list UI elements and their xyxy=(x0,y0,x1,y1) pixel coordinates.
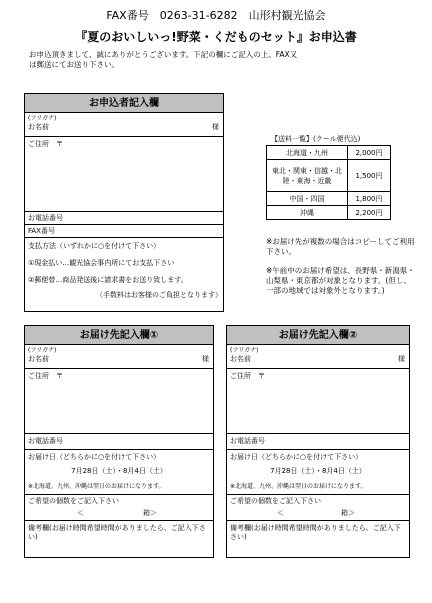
delivery-date-row[interactable] xyxy=(25,450,213,495)
region-cell: 北海道・九州 xyxy=(267,146,348,160)
delivery-qty-row[interactable] xyxy=(25,495,213,521)
delivery-address-row[interactable] xyxy=(227,369,409,434)
remarks-label[interactable]: 備考欄(お届け時間希望時間がありましたら、ご記入下さい) xyxy=(28,524,206,541)
shipping-fee-table xyxy=(266,145,391,220)
region-cell: 中国・四国 xyxy=(267,192,348,206)
qty-open: ＜ xyxy=(77,509,84,517)
furigana-label: (フリガナ) xyxy=(28,347,57,354)
date-label: お届け日（どちらかに○を付けて下さい） xyxy=(28,453,161,461)
phone-label: お電話番号 xyxy=(28,437,63,445)
date-options[interactable]: 7月28日（土）・8月4日（土） xyxy=(71,467,167,475)
table-row xyxy=(267,146,391,160)
name-label: お名前 xyxy=(28,355,49,363)
delivery-address-row[interactable] xyxy=(25,369,213,434)
name-label: お名前 xyxy=(28,123,49,131)
date-label: お届け日（どちらかに○を付けて下さい） xyxy=(230,453,363,461)
date-note: ※北海道、九州、沖縄は翌日のお届けになります。 xyxy=(230,483,367,490)
price-cell: 2,200円 xyxy=(348,206,391,220)
intro-line-1: お申込頂きまして、誠にありがとうございます。下記の欄にご記入の上、FAX又 xyxy=(29,50,298,59)
phone-label: お電話番号 xyxy=(230,437,265,445)
date-options[interactable]: 7月28日（土）・8月4日（土） xyxy=(270,467,366,475)
remarks-label[interactable]: 備考欄(お届け時間希望時間がありましたら、ご記入下さい) xyxy=(230,524,401,541)
qty-close: 箱＞ xyxy=(143,509,157,517)
delivery-section-2 xyxy=(226,325,410,558)
delivery-qty-row[interactable] xyxy=(227,495,409,521)
price-cell: 2,000円 xyxy=(348,146,391,160)
table-row xyxy=(267,192,391,206)
furigana-label: (フリガナ) xyxy=(230,347,259,354)
delivery-header-1: お届け先記入欄① xyxy=(25,326,213,345)
region-cell: 沖縄 xyxy=(267,206,348,220)
applicant-phone-row[interactable] xyxy=(25,212,223,225)
payment-option-cash[interactable]: ①現金払い…観光協会事内所にてお支払下さい xyxy=(28,259,175,267)
note-morning: ※午前中のお届け希望は、長野県・新潟県・山梨県・東京都が対象となります。(但し、一部の地域では対象外となります。) xyxy=(266,266,415,295)
delivery-date-row[interactable] xyxy=(227,450,409,495)
delivery-header-2: お届け先記入欄② xyxy=(227,326,409,345)
intro-line-2: は郵送にてお送り下さい。 xyxy=(29,60,119,69)
phone-label: お電話番号 xyxy=(28,214,63,222)
furigana-label: (フリガナ) xyxy=(28,115,57,122)
qty-open: ＜ xyxy=(277,509,284,517)
payment-method[interactable] xyxy=(28,242,222,300)
delivery-phone-row[interactable] xyxy=(227,434,409,450)
qty-close: 箱＞ xyxy=(341,509,355,517)
qty-label: ご希望の個数をご記入下さい xyxy=(28,497,119,505)
delivery-name-row[interactable] xyxy=(227,345,409,369)
applicant-address-row[interactable] xyxy=(25,137,223,212)
honorific: 様 xyxy=(202,355,209,363)
payment-note: （手数料はお客様のご負担となります） xyxy=(96,291,222,299)
delivery-phone-row[interactable] xyxy=(25,434,213,450)
fax-line: FAX番号 0263-31-6282 山形村観光協会 xyxy=(106,9,326,22)
applicant-fax-row[interactable] xyxy=(25,225,223,238)
delivery-name-row[interactable] xyxy=(25,345,213,369)
note-copy: ※お届け先が複数の場合はコピーしてご利用下さい。 xyxy=(266,237,415,256)
table-row xyxy=(267,206,391,220)
price-cell: 1,800円 xyxy=(348,192,391,206)
payment-option-postal[interactable]: ②郵便替…商品発送後に請求書をお送り致します。 xyxy=(28,276,188,284)
payment-title: 支払方法（いずれかに○を付けて下さい） xyxy=(28,242,161,250)
address-label: ご住所 〒 xyxy=(28,372,63,380)
applicant-section xyxy=(24,93,224,312)
date-note: ※北海道、九州、沖縄は翌日のお届けになります。 xyxy=(28,483,165,490)
page-title: 『夏のおいしいっ!野菜・くだものセット』お申込書 xyxy=(75,30,357,44)
applicant-name-row[interactable] xyxy=(25,113,223,137)
address-label: ご住所 〒 xyxy=(230,372,265,380)
delivery-section-1 xyxy=(24,325,214,558)
name-label: お名前 xyxy=(230,355,251,363)
fax-label: FAX番号 xyxy=(28,227,55,235)
address-label: ご住所 〒 xyxy=(28,140,63,148)
shipping-table-title: 【送料一覧】(クール便代込) xyxy=(271,135,361,143)
honorific: 様 xyxy=(398,355,405,363)
region-cell: 東北・関東・信越・北陸・東海・近畿 xyxy=(267,160,348,192)
honorific: 様 xyxy=(212,123,219,131)
intro-text xyxy=(29,50,424,70)
applicant-header: お申込者記入欄 xyxy=(25,94,223,113)
price-cell: 1,500円 xyxy=(348,160,391,192)
table-row xyxy=(267,160,391,192)
qty-label: ご希望の個数をご記入下さい xyxy=(230,497,321,505)
